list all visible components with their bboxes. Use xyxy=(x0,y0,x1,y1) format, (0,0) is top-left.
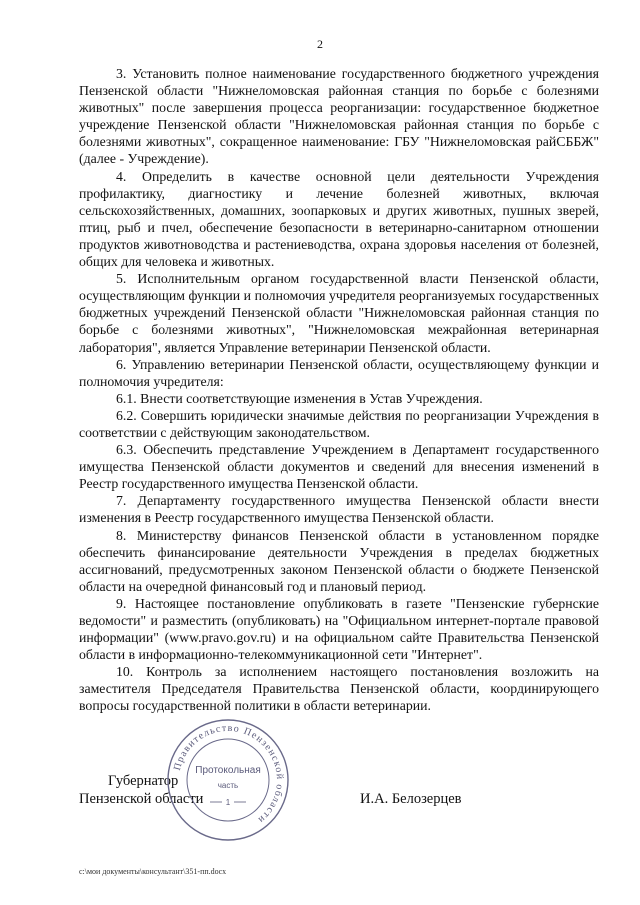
paragraph-5: 5. Исполнительным органом государственной власти Пензенской области, осуществляющим функции и полномочия учредителя реорганизуемых государственных бюджетных учреждений Пензенской области "Нижнеломовская районная станция по борьбе с болезнями животных", "Нижнеломовская межрайонная ветеринарная лаборатория", является Управление ветеринарии Пензенской области. xyxy=(79,271,599,355)
paragraph-3: 3. Установить полное наименование государственного бюджетного учреждения Пензенской области "Нижнеломовская районная станция по борьбе с болезнями животных" после завершения процесса реорганизации: государственное бюджетное учреждение Пензенской области "Нижнеломовская районная станция по борьбе с болезнями животных", сокращенное наименование: ГБУ "Нижнеломовская райСББЖ" (далее - Учреждение). xyxy=(79,66,599,167)
stamp-ring-text: Правительство Пензенской области xyxy=(171,722,286,826)
stamp-outer-ring xyxy=(168,720,288,840)
stamp-inner-ring xyxy=(187,739,269,821)
signatory-name: И.А. Белозерцев xyxy=(360,791,462,807)
paragraph-6-2: 6.2. Совершить юридически значимые действия по реорганизации Учреждения в соответствии с действующим законодательством. xyxy=(79,407,599,440)
paragraph-6: 6. Управлению ветеринарии Пензенской области, осуществляющему функции и полномочия учредителя: xyxy=(79,356,599,389)
official-stamp xyxy=(166,718,290,842)
signatory-title: Губернатор xyxy=(108,773,179,789)
paragraph-4: 4. Определить в качестве основной цели деятельности Учреждения профилактику, диагностику и лечение болезней животных, включая сельскохозяйственных, домашних, зоопарковых и других животных, пушных зверей, птиц, рыб и пчел, обеспечение безопасности в ветеринарно-санитарном отношении продуктов животноводства и растениеводства, охрана здоровья населения от болезней, общих для человека и животных. xyxy=(79,168,599,270)
paragraph-6-1: 6.1. Внести соответствующие изменения в Устав Учреждения. xyxy=(116,390,483,406)
page-number: 2 xyxy=(317,37,323,51)
paragraph-6-3: 6.3. Обеспечить представление Учреждением в Департамент государственного имущества Пензенской области документов и сведений для внесения изменений в Реестр государственного имущества Пензенской области. xyxy=(79,442,599,492)
stamp-center-text-1: Протокольная xyxy=(195,765,261,776)
signature-block xyxy=(0,728,640,818)
stamp-number: 1 xyxy=(225,798,231,807)
paragraph-8: 8. Министерству финансов Пензенской области в установленном порядке обеспечить финансирование деятельности Учреждения в пределах бюджетных ассигнований, предусмотренных законом Пензенской области о бюджете Пензенской области на очередной финансовый год и плановый период. xyxy=(79,527,599,594)
signatory-region: Пензенской области xyxy=(79,791,204,807)
paragraph-7: 7. Департаменту государственного имущества Пензенской области внести изменения в Реестр государственного имущества Пензенской области. xyxy=(79,493,599,526)
stamp-center-text-2: часть xyxy=(217,781,239,790)
paragraph-10: 10. Контроль за исполнением настоящего постановления возложить на заместителя Председателя Правительства Пензенской области, координирующего вопросы государственной политики в области ветеринарии. xyxy=(79,664,599,714)
paragraph-9: 9. Настоящее постановление опубликовать в газете "Пензенские губернские ведомости" и разместить (опубликовать) на "Официальном интернет-портале правовой информации" (www.pravo.gov.ru) и на официальном сайте Правительства Пензенской области в информационно-телекоммуникационной сети "Интернет". xyxy=(79,595,599,663)
document-body xyxy=(79,65,599,715)
file-path-footer: c:\мои документы\консультант\351-пп.docx xyxy=(79,867,227,876)
